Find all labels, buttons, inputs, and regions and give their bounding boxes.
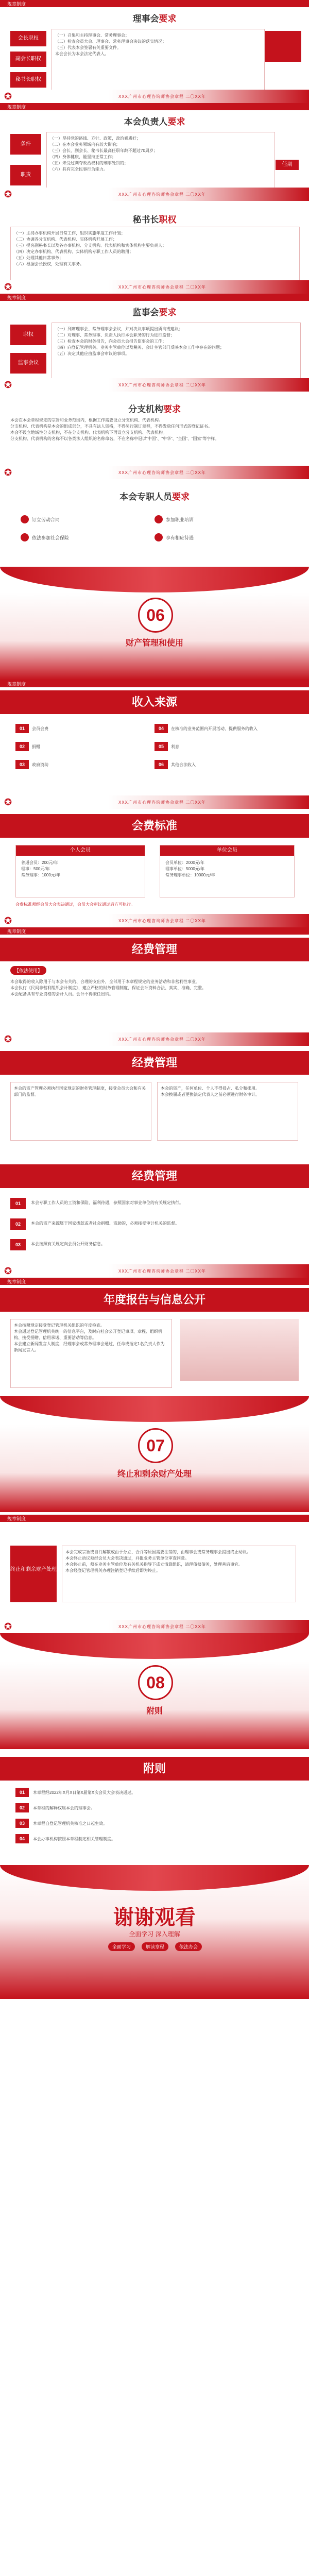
slide-title: 监事会要求 xyxy=(132,308,177,317)
red-wave xyxy=(0,1865,309,1891)
item-number: 02 xyxy=(10,1218,26,1230)
content-text xyxy=(10,417,299,442)
content-box xyxy=(62,1546,296,1602)
chapter-number: 08 xyxy=(138,1665,173,1700)
text-line: 本会的资产来源属于国家拨款或者社会捐赠、资助的，必须接受审计机关的监督。 xyxy=(31,1221,179,1226)
text-line: （三）检查本会的财务报告，向会员大会报告监事会的工作； xyxy=(55,339,166,344)
fee-line: 理事单位：5000元/年 xyxy=(165,867,205,871)
income-item: 会员会费 xyxy=(32,726,48,731)
footer xyxy=(0,280,309,294)
slide-branches xyxy=(0,392,309,479)
decor-block xyxy=(265,31,301,62)
footer-text: XXX广州市心理咨询师协会章程 二〇XX年 xyxy=(118,1037,206,1042)
emblem-icon: ✪ xyxy=(4,189,12,199)
income-item: 政府资助 xyxy=(32,762,48,767)
decor-image xyxy=(180,1319,299,1381)
income-item: 捐赠 xyxy=(32,744,40,749)
fee-line: 会员单位：2000元/年 xyxy=(165,860,205,865)
slide-income xyxy=(0,680,309,809)
slide-funds-3 xyxy=(0,1159,309,1278)
item-number: 03 xyxy=(15,760,29,769)
text-line: （二）协调各分支机构、代表机构、实体机构开展工作； xyxy=(14,237,117,242)
header-tag: 规章制度 xyxy=(7,929,26,934)
end-tag: 解读章程 xyxy=(142,1942,168,1951)
item-number: 06 xyxy=(154,760,168,769)
item-number: 01 xyxy=(10,1198,26,1209)
footer xyxy=(0,795,309,809)
text-line: （六）根据会长授权，处理有关事务。 xyxy=(14,262,84,266)
footer-text: XXX广州市心理咨询师协会章程 二〇XX年 xyxy=(118,800,206,805)
footer-text: XXX广州市心理咨询师协会章程 二〇XX年 xyxy=(118,1269,206,1274)
item-number: 04 xyxy=(15,1834,29,1843)
fee-panel-personal xyxy=(15,845,145,897)
slide-appendix xyxy=(0,1752,309,1865)
footer-text: XXX广州市心理咨询师协会章程 二〇XX年 xyxy=(118,919,206,923)
content-box xyxy=(10,1082,151,1141)
slide-title: 本会专职人员要求 xyxy=(119,492,190,502)
text-line: （一）列席理事会、常务理事会会议，并对决议事项提出质询或建议； xyxy=(55,327,183,331)
chapter-title: 附则 xyxy=(146,1707,163,1716)
section-banner: 经费管理 xyxy=(0,1164,309,1188)
item-number: 01 xyxy=(15,1788,29,1797)
emblem-icon: ✪ xyxy=(4,1266,12,1276)
emblem-icon: ✪ xyxy=(4,380,12,390)
header-tag: 规章制度 xyxy=(7,105,26,110)
item-number: 05 xyxy=(154,742,168,751)
text-line: （六）具有完全民事行为能力。 xyxy=(50,167,108,172)
badge-term: 任期 xyxy=(276,160,299,170)
text-line: （四）决定办事机构、代表机构、实体机构专职工作人员的聘用； xyxy=(14,249,133,254)
income-item: 其他合法收入 xyxy=(171,762,196,767)
text-line: 本会终止前，须在业务主管单位及有关机关指导下成立清算组织，清理债权债务，处理善后事宜。 xyxy=(65,1562,243,1567)
text-line: （一）主持办事机构开展日常工作，组织实施年度工作计划； xyxy=(14,231,125,235)
red-wave xyxy=(0,567,309,592)
section-banner: 经费管理 xyxy=(0,1051,309,1075)
red-wave xyxy=(0,1396,309,1422)
text-line: 本会配备具有专业资格的会计人员。会计不得兼任出纳。 xyxy=(10,992,113,996)
footer xyxy=(0,1620,309,1633)
footer-text: XXX广州市心理咨询师协会章程 二〇XX年 xyxy=(118,94,206,99)
slide-title: 本会负责人要求 xyxy=(124,117,185,127)
slide-staff xyxy=(0,479,309,567)
section-label: 终止和剩余财产处理 xyxy=(10,1546,57,1602)
text-line: （三）会长、副会长、秘书长最高任职年龄不超过70周岁； xyxy=(50,148,158,153)
text-line: 本会取得的收入除用于与本会有关的、合理的支出外，全部用于本章程规定的业务活动和非营利性事业。 xyxy=(10,979,200,984)
staff-item: 享有相应待遇 xyxy=(166,535,194,540)
content-text xyxy=(10,979,299,997)
chapter-number: 06 xyxy=(138,598,173,633)
text-line: （四）身体健康，能坚持正常工作； xyxy=(50,155,116,159)
content-box xyxy=(52,323,301,381)
chapter-07 xyxy=(0,1396,309,1515)
blank-area xyxy=(0,1999,309,2576)
item-number: 02 xyxy=(15,1803,29,1812)
chapter-title: 财产管理和使用 xyxy=(125,639,183,648)
footer-text: XXX广州市心理咨询师协会章程 二〇XX年 xyxy=(118,383,206,387)
footer-text: XXX广州市心理咨询师协会章程 二〇XX年 xyxy=(118,285,206,290)
slide-funds-2 xyxy=(0,1046,309,1159)
emblem-icon: ✪ xyxy=(4,282,12,292)
text-line: （五）决定其他应由监事会审议的事项。 xyxy=(55,351,129,356)
staff-item: 依法参加社会保险 xyxy=(32,535,70,540)
slide-annual-report xyxy=(0,1278,309,1396)
chapter-08 xyxy=(0,1633,309,1752)
header-tag: 规章制度 xyxy=(7,2,26,7)
header-tag: 规章制度 xyxy=(7,682,26,687)
text-line: 本会按照规定接受登记管理机关组织的年度检查。 xyxy=(14,1323,105,1328)
end-tag: 全面学习 xyxy=(108,1942,135,1951)
fee-line: 普通会员：200元/年 xyxy=(21,860,58,865)
emblem-icon: ✪ xyxy=(4,91,12,101)
header-tag: 规章制度 xyxy=(7,1516,26,1521)
label-vice-president: 副会长职权 xyxy=(10,52,46,67)
check-icon xyxy=(21,533,29,541)
top-band xyxy=(0,294,309,301)
item-number: 01 xyxy=(15,724,29,733)
label-powers: 职权 xyxy=(10,325,46,345)
emblem-icon: ✪ xyxy=(4,467,12,478)
appendix-item: 本章程经2022年X月X日第X届第X次会员大会表决通过。 xyxy=(33,1790,136,1795)
appendix-item: 本章程自登记管理机关核准之日起生效。 xyxy=(33,1821,107,1826)
top-band xyxy=(0,1515,309,1522)
item-number: 03 xyxy=(15,1819,29,1828)
top-band xyxy=(0,0,309,7)
footer xyxy=(0,914,309,927)
text-line: 本会建立新闻发言人制度，经理事会或常务理事会通过，任命或指定1名负责人作为新闻发言人。 xyxy=(14,1342,165,1352)
staff-item: 参加职业培训 xyxy=(166,517,194,522)
footer xyxy=(0,466,309,479)
fee-line: 理事：500元/年 xyxy=(21,867,50,871)
text-line: 本会执行《民间非营利组织会计制度》，建立严格的财务管理制度，保证会计资料合法、真实、准确、完整。 xyxy=(10,986,206,990)
label-president: 会长职权 xyxy=(10,31,46,46)
slide-leaders xyxy=(0,103,309,201)
label-conditions: 条件 xyxy=(10,134,41,155)
fee-line: 常务理事单位：10000元/年 xyxy=(165,873,215,877)
end-subtitle: 全面学习 深入理解 xyxy=(129,1930,180,1938)
text-line: 分支机构、代表机构是本会的组成部分，不具有法人资格，不得另行制订章程，不得发放任何形式的登记证书。 xyxy=(10,424,212,429)
slide-funds-1 xyxy=(0,927,309,1046)
slide-termination xyxy=(0,1515,309,1633)
section-banner: 会费标准 xyxy=(0,814,309,838)
text-line: （三）提名副秘书长以及各办事机构、分支机构、代表机构和实体机构主要负责人； xyxy=(14,243,166,248)
text-line: 本会会长为本会法定代表人。 xyxy=(55,52,109,56)
text-line: （三）代表本会签署有关重要文件。 xyxy=(55,45,121,50)
footer xyxy=(0,1032,309,1046)
emblem-icon: ✪ xyxy=(4,1621,12,1632)
check-icon xyxy=(21,515,29,523)
text-line: 本会终止动议须经会员大会表决通过，并报业务主管单位审查同意。 xyxy=(65,1556,189,1561)
fee-panel-head: 单位会员 xyxy=(160,845,294,856)
top-band xyxy=(0,1278,309,1285)
slide-title: 分支机构要求 xyxy=(128,404,181,414)
slide-title: 秘书长职权 xyxy=(132,215,177,225)
footer xyxy=(0,378,309,392)
emblem-icon: ✪ xyxy=(4,797,12,807)
item-number: 02 xyxy=(15,742,29,751)
top-band xyxy=(0,927,309,935)
label-secretary: 秘书长职权 xyxy=(10,72,46,88)
end-title: 谢谢观看 xyxy=(113,1906,196,1929)
footer-text: XXX广州市心理咨询师协会章程 二〇XX年 xyxy=(118,470,206,475)
label-meetings: 监事会议 xyxy=(10,353,46,374)
header-tag: 规章制度 xyxy=(7,1279,26,1284)
chapter-06 xyxy=(0,567,309,680)
fee-panel-head: 个人会员 xyxy=(16,845,145,856)
text-line: 本会换届或者更换法定代表人之前必须进行财务审计。 xyxy=(161,1092,260,1097)
content-box xyxy=(10,227,300,285)
end-tag: 依法办会 xyxy=(175,1942,202,1951)
footer-text: XXX广州市心理咨询师协会章程 二〇XX年 xyxy=(118,192,206,197)
appendix-item: 本会办事机构按照本章程制定相关管理制度。 xyxy=(33,1837,115,1841)
text-line: 本会完成宗旨或自行解散或由于分立、合并等原因需要注销的，由理事会或常务理事会提出终止动议。 xyxy=(65,1550,251,1554)
text-line: （五）处理其他日常事务； xyxy=(14,256,63,260)
income-item: 在核准的业务范围内开展活动、提供服务的收入 xyxy=(171,726,258,731)
header-tag: 规章制度 xyxy=(7,295,26,300)
slide-secretary xyxy=(0,201,309,294)
text-line: 本会在本会章程规定的宗旨和业务范围内，根据工作需要设立分支机构、代表机构。 xyxy=(10,418,163,422)
content-box xyxy=(52,29,265,97)
check-icon xyxy=(154,515,163,523)
top-band xyxy=(0,103,309,110)
content-box xyxy=(157,1082,298,1141)
section-banner: 附则 xyxy=(0,1757,309,1781)
label-duties: 职责 xyxy=(10,165,41,185)
text-line: 本会专职工作人员的工资和保险、福利待遇，参照国家对事业单位的有关规定执行。 xyxy=(31,1200,183,1205)
section-banner: 年度报告与信息公开 xyxy=(0,1288,309,1312)
fee-note: 会费标准须经会员大会表决通过，会员大会审议通过后方可执行。 xyxy=(15,902,135,907)
footer xyxy=(0,1264,309,1278)
top-band xyxy=(0,680,309,687)
slide-supervisors xyxy=(0,294,309,392)
chapter-title: 终止和剩余财产处理 xyxy=(117,1470,192,1479)
slide-fees xyxy=(0,809,309,927)
red-wave xyxy=(0,1633,309,1659)
footer-text: XXX广州市心理咨询师协会章程 二〇XX年 xyxy=(118,1624,206,1629)
income-item: 利息 xyxy=(171,744,179,749)
text-line: （五）未受过剥夺政治权利的刑事处罚的； xyxy=(50,161,128,165)
item-number: 04 xyxy=(154,724,168,733)
slide-end xyxy=(0,1865,309,1999)
chapter-number: 07 xyxy=(138,1428,173,1463)
check-icon xyxy=(154,533,163,541)
section-banner: 经费管理 xyxy=(0,938,309,961)
text-line: （四）向登记管理机关、业务主管单位以及税务、会计主管部门反映本会工作中存在的问题； xyxy=(55,345,224,350)
content-box xyxy=(10,1319,172,1388)
item-number: 03 xyxy=(10,1239,26,1250)
footer xyxy=(0,188,309,201)
text-line: 本会的资产管理必须执行国家规定的财务管理制度，接受会员大会和有关部门的监督。 xyxy=(14,1086,146,1097)
text-line: 本会不设立地域性分支机构，不在分支机构、代表机构下再设立分支机构、代表机构。 xyxy=(10,430,167,435)
staff-item: 订立劳动合同 xyxy=(32,517,60,522)
content-box xyxy=(46,132,275,195)
text-line: （二）在本会业务领域内有较大影响； xyxy=(50,142,120,147)
text-line: 本会按照有关规定向会员公开财务信息。 xyxy=(31,1242,105,1246)
fee-line: 常务理事：1000元/年 xyxy=(21,873,61,877)
slide-council xyxy=(0,0,309,103)
text-line: 本会的资产，任何单位、个人不得侵占、私分和挪用。 xyxy=(161,1086,260,1091)
slide-title: 理事会要求 xyxy=(132,14,177,24)
emblem-icon: ✪ xyxy=(4,916,12,926)
text-line: 分支机构、代表机构的名称不以各类法人组织的名称命名，不在名称中冠以“中国”、“中华”、“全国”、“国家”等字样。 xyxy=(10,436,219,441)
text-line: （二）检查会员大会、理事会、常务理事会决议的落实情况； xyxy=(55,39,166,44)
text-line: （一）坚持党的路线、方针、政策，政治素质好； xyxy=(50,136,141,141)
text-line: 本会通过登记管理机关统一的信息平台，及时向社会公开登记事项、章程、组织机构、接受捐赠、信用承诺、重要活动等信息。 xyxy=(14,1329,162,1340)
emblem-icon: ✪ xyxy=(4,1034,12,1044)
fee-panel-unit xyxy=(160,845,295,897)
text-line: （一）召集和主持理事会、常务理事会； xyxy=(55,33,129,38)
section-banner: 收入来源 xyxy=(0,690,309,714)
text-line: （二）对理事、常务理事、负责人执行本会职务的行为进行监督； xyxy=(55,333,175,337)
appendix-item: 本章程的解释权属本会的理事会。 xyxy=(33,1806,95,1810)
text-line: 本会经登记管理机关办理注销登记手续后即为终止。 xyxy=(65,1568,160,1573)
tag-pill: 【依法使用】 xyxy=(10,966,46,975)
footer xyxy=(0,90,309,103)
